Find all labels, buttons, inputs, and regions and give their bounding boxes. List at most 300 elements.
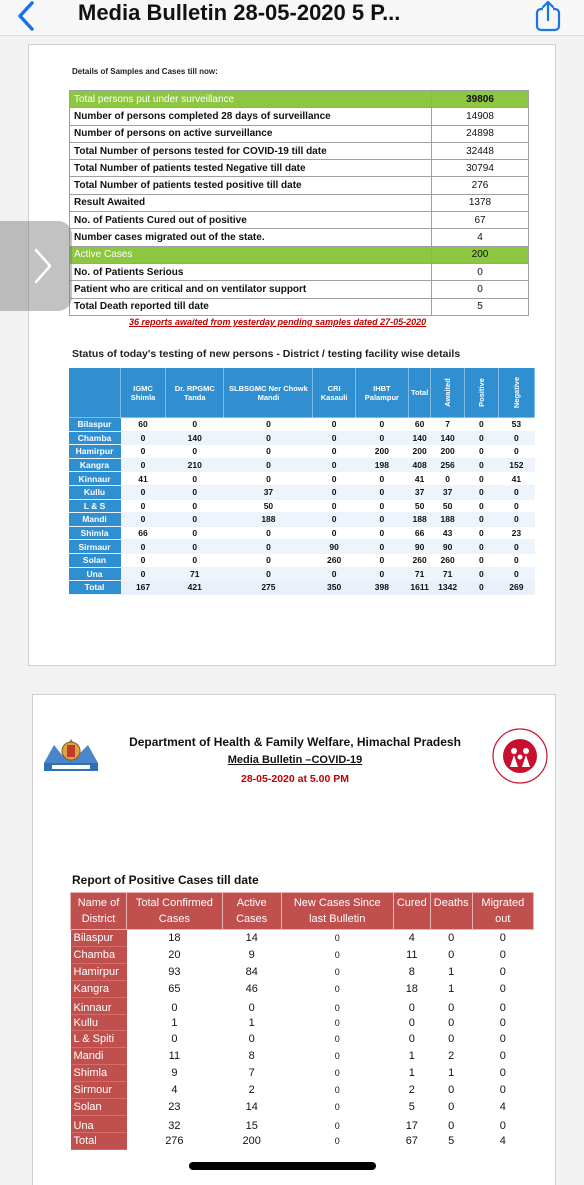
positive-value-cell: 0 — [334, 1068, 340, 1079]
positive-value-cell: 1 — [171, 1016, 178, 1029]
positive-value-cell: 0 — [448, 1016, 455, 1029]
district-value-cell: 0 — [224, 526, 313, 540]
district-value-cell: 71 — [431, 567, 465, 581]
district-table-row — [69, 431, 535, 445]
positive-value-cell: 46 — [245, 982, 258, 995]
positive-value-cell: 0 — [248, 1033, 255, 1046]
bulletin-title: Media Bulletin –COVID-19 — [227, 754, 363, 766]
positive-value-cell: 8 — [408, 965, 415, 978]
positive-value-cell: 0 — [171, 1001, 178, 1014]
positive-district-cell: Mandi — [71, 1048, 127, 1065]
surveillance-row — [70, 108, 529, 125]
district-value-cell: 0 — [166, 526, 224, 540]
district-table-row — [69, 458, 535, 472]
positive-table-row — [71, 1132, 534, 1149]
district-value-cell: 0 — [355, 553, 408, 567]
district-value-cell: 71 — [408, 567, 430, 581]
district-name-cell: Chamba — [69, 431, 121, 445]
positive-value-cell: 0 — [334, 1002, 340, 1013]
positive-value-cell: 65 — [168, 982, 181, 995]
positive-value-cell: 0 — [499, 1067, 506, 1080]
district-name-cell: Bilaspur — [69, 418, 121, 432]
district-value-cell: 0 — [224, 540, 313, 554]
district-value-cell: 0 — [355, 567, 408, 581]
district-name-cell: Kangra — [69, 458, 121, 472]
district-table-row — [69, 513, 535, 527]
positive-value-cell: 0 — [499, 1119, 506, 1132]
district-value-cell: 0 — [166, 485, 224, 499]
district-value-cell: 60 — [121, 418, 166, 432]
district-value-cell: 0 — [464, 513, 498, 527]
positive-value-cell: 0 — [448, 1033, 455, 1046]
district-table-row — [69, 485, 535, 499]
district-value-cell: 90 — [408, 540, 430, 554]
positive-value-cell: 14 — [245, 932, 258, 945]
positive-value-cell: 0 — [448, 1084, 455, 1097]
positive-value-cell: 15 — [245, 1119, 258, 1132]
positive-district-cell: Chamba — [71, 946, 127, 963]
positive-table-header: Active Cases — [222, 893, 281, 930]
district-value-cell: 71 — [166, 567, 224, 581]
district-value-cell: 60 — [408, 418, 430, 432]
district-value-cell: 0 — [313, 458, 355, 472]
district-value-cell: 50 — [224, 499, 313, 513]
positive-cases-table — [70, 892, 534, 1150]
positive-value-cell: 9 — [248, 948, 255, 961]
district-value-cell: 0 — [166, 445, 224, 459]
positive-value-cell: 0 — [334, 1135, 340, 1146]
positive-value-cell: 5 — [448, 1134, 455, 1147]
document-title: Media Bulletin 28-05-2020 5 P... — [78, 0, 401, 25]
positive-value-cell: 0 — [408, 1001, 415, 1014]
positive-report-heading: Report of Positive Cases till date — [72, 873, 259, 887]
district-value-cell: 256 — [431, 458, 465, 472]
district-table-header — [431, 368, 465, 418]
share-icon[interactable] — [532, 0, 564, 32]
surveillance-label: Total Death reported till date — [70, 298, 432, 315]
surveillance-row — [70, 142, 529, 159]
positive-value-cell: 4 — [499, 1134, 506, 1147]
district-value-cell: 0 — [224, 458, 313, 472]
district-value-cell: 0 — [224, 445, 313, 459]
district-value-cell: 0 — [121, 553, 166, 567]
district-value-cell: 275 — [224, 581, 313, 595]
district-table-row — [69, 472, 535, 486]
district-value-cell: 0 — [464, 458, 498, 472]
positive-value-cell: 0 — [408, 1033, 415, 1046]
district-value-cell: 0 — [121, 458, 166, 472]
district-value-cell: 0 — [313, 526, 355, 540]
surveillance-label: Active Cases — [70, 246, 432, 263]
positive-value-cell: 0 — [248, 1001, 255, 1014]
surveillance-label: Result Awaited — [70, 194, 432, 211]
surveillance-row — [70, 246, 529, 263]
district-table-header: IHBT Palampur — [355, 368, 408, 418]
positive-value-cell: 0 — [499, 965, 506, 978]
district-value-cell: 0 — [464, 418, 498, 432]
district-table-row — [69, 445, 535, 459]
surveillance-value: 0 — [432, 281, 529, 298]
positive-value-cell: 2 — [408, 1084, 415, 1097]
district-table-row — [69, 526, 535, 540]
surveillance-value: 39806 — [432, 91, 529, 108]
status-heading: Status of today's testing of new persons - District / testing facility wise details — [72, 348, 461, 360]
surveillance-value: 5 — [432, 298, 529, 315]
district-value-cell: 0 — [355, 418, 408, 432]
district-value-cell: 0 — [166, 553, 224, 567]
surveillance-row — [70, 281, 529, 298]
district-value-cell: 0 — [313, 418, 355, 432]
district-value-cell: 0 — [166, 499, 224, 513]
positive-table-row — [71, 946, 534, 963]
positive-value-cell: 0 — [448, 932, 455, 945]
district-value-cell: 167 — [121, 581, 166, 595]
district-value-cell: 0 — [224, 431, 313, 445]
district-table-row — [69, 553, 535, 567]
district-value-cell: 0 — [313, 445, 355, 459]
district-value-cell: 0 — [464, 445, 498, 459]
surveillance-value: 276 — [432, 177, 529, 194]
positive-value-cell: 0 — [334, 966, 340, 977]
department-title: Department of Health & Family Welfare, Himachal Pradesh — [129, 735, 461, 749]
surveillance-label: Patient who are critical and on ventilator support — [70, 281, 432, 298]
district-value-cell: 0 — [464, 526, 498, 540]
district-value-cell: 198 — [355, 458, 408, 472]
positive-value-cell: 200 — [242, 1134, 261, 1147]
district-value-cell: 0 — [355, 540, 408, 554]
district-testing-table — [68, 367, 535, 595]
surveillance-row — [70, 160, 529, 177]
positive-district-cell: Sirmour — [71, 1082, 127, 1099]
surveillance-label: No. of Patients Serious — [70, 263, 432, 280]
district-table-header — [498, 368, 534, 418]
district-value-cell: 0 — [121, 431, 166, 445]
district-value-cell: 200 — [431, 445, 465, 459]
district-value-cell: 0 — [498, 553, 534, 567]
district-value-cell: 0 — [313, 431, 355, 445]
positive-value-cell: 1 — [448, 982, 455, 995]
district-value-cell: 0 — [166, 540, 224, 554]
positive-table-row — [71, 1065, 534, 1082]
district-table-header: SLBSGMC Ner Chowk Mandi — [224, 368, 313, 418]
district-value-cell: 23 — [498, 526, 534, 540]
district-table-row — [69, 540, 535, 554]
positive-value-cell: 0 — [499, 1016, 506, 1029]
surveillance-label: Total Number of persons tested for COVID-19 till date — [70, 142, 432, 159]
district-value-cell: 0 — [498, 540, 534, 554]
district-table-header: CRI Kasauli — [313, 368, 355, 418]
positive-value-cell: 0 — [499, 1084, 506, 1097]
district-value-cell: 188 — [224, 513, 313, 527]
district-table-header — [69, 368, 121, 418]
district-value-cell: 210 — [166, 458, 224, 472]
positive-value-cell: 1 — [408, 1050, 415, 1063]
positive-value-cell: 17 — [405, 1119, 418, 1132]
positive-district-cell: Kullu — [71, 1014, 127, 1031]
district-value-cell: 0 — [166, 513, 224, 527]
district-value-cell: 0 — [121, 540, 166, 554]
surveillance-row — [70, 194, 529, 211]
district-value-cell: 66 — [121, 526, 166, 540]
positive-value-cell: 0 — [448, 948, 455, 961]
district-value-cell: 188 — [431, 513, 465, 527]
positive-value-cell: 276 — [165, 1134, 184, 1147]
district-value-cell: 50 — [431, 499, 465, 513]
district-value-cell: 0 — [313, 567, 355, 581]
positive-table-row — [71, 1031, 534, 1048]
district-name-cell: Solan — [69, 553, 121, 567]
district-value-cell: 53 — [498, 418, 534, 432]
positive-value-cell: 23 — [168, 1100, 181, 1113]
surveillance-row — [70, 212, 529, 229]
surveillance-value: 24898 — [432, 125, 529, 142]
positive-value-cell: 4 — [171, 1084, 178, 1097]
district-value-cell: 398 — [355, 581, 408, 595]
positive-district-cell: Shimla — [71, 1065, 127, 1082]
district-value-cell: 0 — [464, 472, 498, 486]
surveillance-label: Total Number of patients tested Negative till date — [70, 160, 432, 177]
positive-value-cell: 1 — [408, 1067, 415, 1080]
district-table-header — [464, 368, 498, 418]
district-value-cell: 0 — [355, 526, 408, 540]
district-value-cell: 0 — [498, 567, 534, 581]
district-table-header-label: Awaited — [443, 378, 453, 407]
district-name-cell: Mandi — [69, 513, 121, 527]
positive-value-cell: 0 — [448, 1100, 455, 1113]
district-value-cell: 188 — [408, 513, 430, 527]
district-value-cell: 0 — [121, 567, 166, 581]
surveillance-label: Total Number of patients tested positive till date — [70, 177, 432, 194]
positive-value-cell: 11 — [406, 948, 418, 961]
positive-value-cell: 32 — [168, 1119, 181, 1132]
positive-value-cell: 4 — [499, 1100, 506, 1113]
positive-value-cell: 2 — [248, 1084, 255, 1097]
district-value-cell: 0 — [498, 499, 534, 513]
positive-table-row — [71, 997, 534, 1014]
positive-value-cell: 1 — [248, 1016, 255, 1029]
positive-value-cell: 9 — [171, 1067, 178, 1080]
positive-value-cell: 18 — [405, 982, 418, 995]
positive-value-cell: 0 — [334, 1017, 340, 1028]
district-value-cell: 90 — [431, 540, 465, 554]
district-value-cell: 0 — [498, 513, 534, 527]
positive-value-cell: 0 — [499, 932, 506, 945]
district-value-cell: 41 — [408, 472, 430, 486]
district-value-cell: 350 — [313, 581, 355, 595]
district-value-cell: 1342 — [431, 581, 465, 595]
district-table-header-label: Negative — [511, 376, 521, 409]
surveillance-value: 14908 — [432, 108, 529, 125]
district-value-cell: 0 — [313, 485, 355, 499]
district-value-cell: 0 — [224, 553, 313, 567]
district-value-cell: 269 — [498, 581, 534, 595]
positive-value-cell: 84 — [245, 965, 258, 978]
district-value-cell: 50 — [408, 499, 430, 513]
district-table-row — [69, 581, 535, 595]
surveillance-label: No. of Patients Cured out of positive — [70, 212, 432, 229]
positive-value-cell: 0 — [334, 1085, 340, 1096]
district-value-cell: 0 — [464, 431, 498, 445]
district-value-cell: 0 — [313, 472, 355, 486]
surveillance-label: Number cases migrated out of the state. — [70, 229, 432, 246]
district-value-cell: 408 — [408, 458, 430, 472]
positive-district-cell: Solan — [71, 1099, 127, 1116]
positive-value-cell: 0 — [499, 982, 506, 995]
district-value-cell: 260 — [431, 553, 465, 567]
district-table-header: Total — [408, 368, 430, 418]
district-value-cell: 0 — [121, 485, 166, 499]
district-value-cell: 0 — [166, 472, 224, 486]
positive-table-header: Migrated out — [472, 893, 533, 930]
surveillance-value: 4 — [432, 229, 529, 246]
positive-district-cell: Total — [71, 1132, 127, 1149]
district-value-cell: 0 — [121, 499, 166, 513]
district-value-cell: 0 — [224, 567, 313, 581]
district-value-cell: 0 — [355, 513, 408, 527]
positive-value-cell: 0 — [408, 1016, 415, 1029]
positive-value-cell: 1 — [448, 965, 455, 978]
surveillance-row — [70, 263, 529, 280]
district-table-header: Dr. RPGMC Tanda — [166, 368, 224, 418]
surveillance-value: 1378 — [432, 194, 529, 211]
district-table-header-label: Positive — [476, 378, 486, 407]
district-name-cell: Kullu — [69, 485, 121, 499]
chevron-right-icon — [30, 246, 54, 286]
surveillance-row — [70, 177, 529, 194]
bulletin-datetime: 28-05-2020 at 5.00 PM — [241, 773, 349, 785]
district-value-cell: 0 — [464, 499, 498, 513]
positive-value-cell: 0 — [334, 1051, 340, 1062]
positive-value-cell: 7 — [248, 1067, 255, 1080]
district-value-cell: 0 — [313, 513, 355, 527]
district-value-cell: 90 — [313, 540, 355, 554]
positive-district-cell: Hamirpur — [71, 963, 127, 980]
positive-value-cell: 1 — [448, 1067, 455, 1080]
positive-table-header: Total Confirmed Cases — [127, 893, 223, 930]
chevron-left-icon[interactable] — [8, 0, 42, 34]
district-name-cell: Hamirpur — [69, 445, 121, 459]
home-indicator[interactable] — [189, 1162, 376, 1170]
district-value-cell: 41 — [498, 472, 534, 486]
district-value-cell: 0 — [464, 540, 498, 554]
district-value-cell: 0 — [498, 485, 534, 499]
district-name-cell: Shimla — [69, 526, 121, 540]
surveillance-value: 67 — [432, 212, 529, 229]
district-table-row — [69, 418, 535, 432]
positive-district-cell: Kangra — [71, 980, 127, 997]
positive-table-header: Deaths — [430, 893, 472, 930]
positive-district-cell: Una — [71, 1115, 127, 1132]
positive-value-cell: 0 — [171, 1033, 178, 1046]
district-value-cell: 41 — [121, 472, 166, 486]
pending-note: 36 reports awaited from yesterday pending samples dated 27-05-2020 — [129, 317, 427, 327]
district-value-cell: 0 — [355, 431, 408, 445]
positive-table-row — [71, 930, 534, 947]
page-nav-handle[interactable] — [0, 221, 72, 311]
district-name-cell: Kinnaur — [69, 472, 121, 486]
district-value-cell: 1611 — [410, 582, 429, 593]
positive-value-cell: 0 — [499, 1050, 506, 1063]
positive-value-cell: 8 — [248, 1050, 255, 1063]
positive-value-cell: 4 — [408, 932, 415, 945]
district-value-cell: 0 — [431, 472, 465, 486]
positive-district-cell: Kinnaur — [71, 997, 127, 1014]
navigation-bar — [0, 0, 584, 36]
district-value-cell: 0 — [121, 445, 166, 459]
district-value-cell: 152 — [498, 458, 534, 472]
positive-value-cell: 0 — [499, 1001, 506, 1014]
positive-table-header: Cured — [393, 893, 430, 930]
surveillance-table — [69, 90, 529, 316]
district-value-cell: 0 — [464, 567, 498, 581]
district-value-cell: 37 — [431, 485, 465, 499]
surveillance-value: 200 — [432, 246, 529, 263]
district-value-cell: 0 — [355, 472, 408, 486]
positive-table-row — [71, 1014, 534, 1031]
district-value-cell: 0 — [464, 581, 498, 595]
surveillance-value: 30794 — [432, 160, 529, 177]
pdf-page-1 — [28, 44, 556, 666]
positive-value-cell: 0 — [334, 949, 340, 960]
positive-value-cell: 0 — [334, 1101, 340, 1112]
positive-value-cell: 2 — [448, 1050, 455, 1063]
positive-table-row — [71, 1099, 534, 1116]
district-value-cell: 0 — [498, 431, 534, 445]
positive-district-cell: L & Spiti — [71, 1031, 127, 1048]
district-value-cell: 0 — [464, 485, 498, 499]
positive-table-row — [71, 1115, 534, 1132]
positive-table-row — [71, 980, 534, 997]
positive-value-cell: 0 — [448, 1119, 455, 1132]
district-value-cell: 0 — [224, 418, 313, 432]
surveillance-row — [70, 229, 529, 246]
positive-table-row — [71, 963, 534, 980]
district-value-cell: 0 — [121, 513, 166, 527]
surveillance-row — [70, 91, 529, 108]
district-table-header: IGMC Shimla — [121, 368, 166, 418]
district-value-cell: 140 — [408, 431, 430, 445]
district-value-cell: 140 — [431, 431, 465, 445]
positive-table-header: Name of District — [71, 893, 127, 930]
positive-value-cell: 93 — [168, 965, 181, 978]
positive-value-cell: 0 — [499, 948, 506, 961]
district-value-cell: 43 — [431, 526, 465, 540]
district-value-cell: 0 — [498, 445, 534, 459]
district-value-cell: 0 — [355, 485, 408, 499]
district-value-cell: 260 — [408, 553, 430, 567]
positive-value-cell: 0 — [334, 1120, 340, 1131]
surveillance-label: Total persons put under surveillance — [70, 91, 432, 108]
positive-value-cell: 11 — [168, 1050, 181, 1063]
surveillance-value: 0 — [432, 263, 529, 280]
positive-district-cell: Bilaspur — [71, 930, 127, 947]
district-value-cell: 421 — [166, 581, 224, 595]
district-table-row — [69, 567, 535, 581]
positive-value-cell: 5 — [408, 1100, 415, 1113]
surveillance-value: 32448 — [432, 142, 529, 159]
district-name-cell: Sirmaur — [69, 540, 121, 554]
district-value-cell: 66 — [408, 526, 430, 540]
district-value-cell: 0 — [464, 553, 498, 567]
district-value-cell: 140 — [166, 431, 224, 445]
district-value-cell: 0 — [224, 472, 313, 486]
surveillance-row — [70, 298, 529, 315]
district-name-cell: L & S — [69, 499, 121, 513]
district-value-cell: 37 — [408, 485, 430, 499]
district-name-cell: Una — [69, 567, 121, 581]
district-value-cell: 200 — [355, 445, 408, 459]
district-value-cell: 0 — [166, 418, 224, 432]
